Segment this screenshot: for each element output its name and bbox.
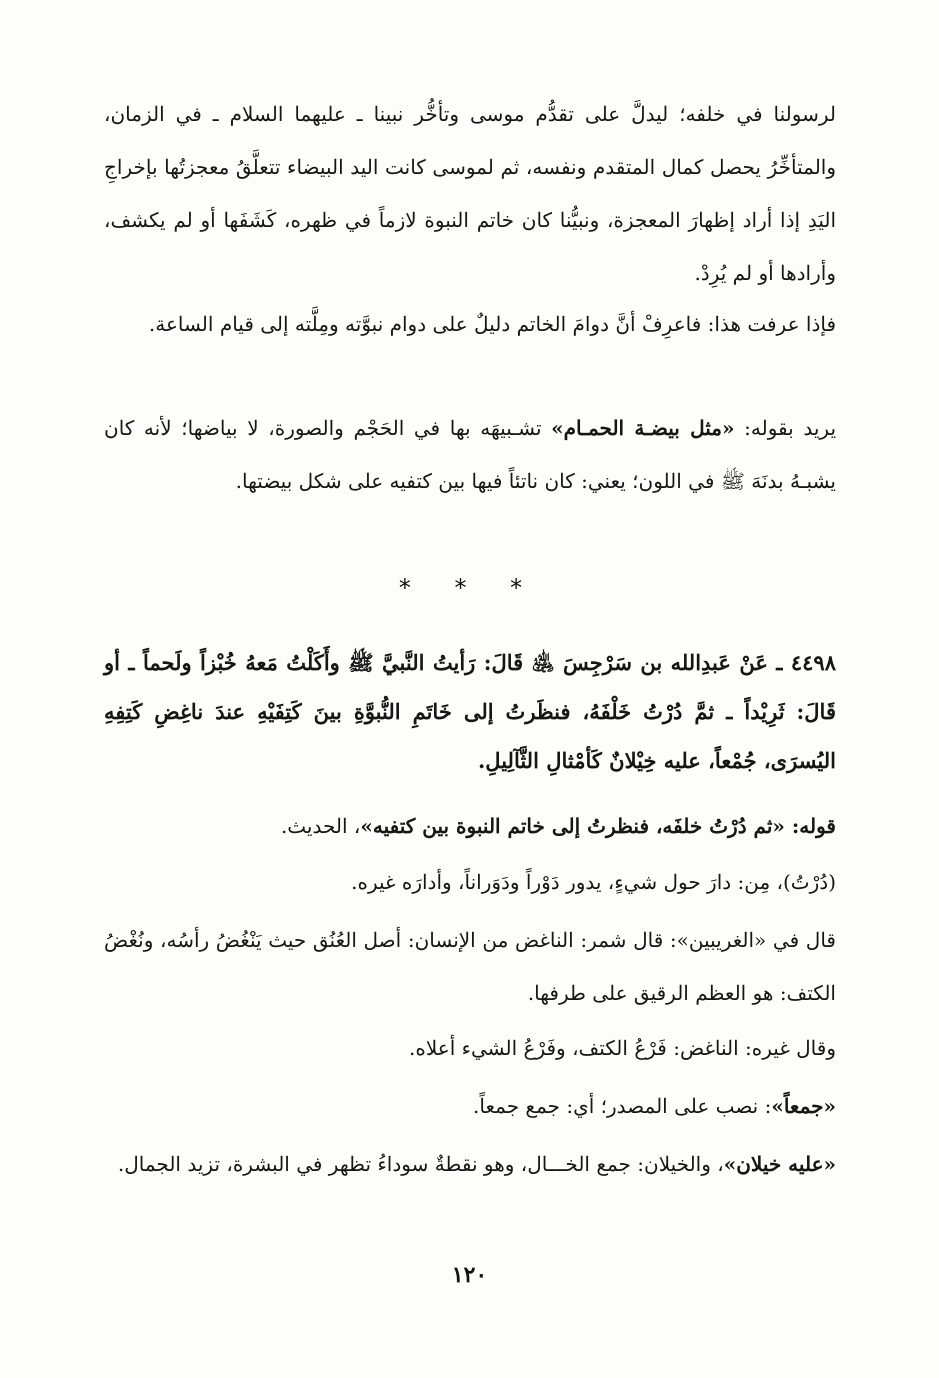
paragraph-jam [104, 1080, 836, 1133]
paragraph-rest: ، الحديث. [280, 814, 361, 838]
section-separator: * * * [398, 574, 541, 602]
quoted-phrase: «مثل بيضـة الحمـام» [551, 416, 735, 440]
paragraph-rest: : نصب على المصدر؛ أي: جمع جمعاً. [473, 1094, 772, 1118]
hadith-text: ٤٤٩٨ ـ عَنْ عَبدِالله بن سَرْجِسَ ﵁ قَالَ: رَأيتُ النَّبيَّ ﷺ وأَكَلْتُ مَعهُ خُبْزاً ولَحماً ـ أو قَالَ: ثَرِيْداً ـ ثمَّ دُرْتُ خَلْفَهُ، فنظَرتُ إلى خَاتَمِ النُّبوَّةِ بينَ كَتِفَيْهِ عندَ ناغِضِ كَتِفِهِ اليُسرَى، جُمْعاً، عليه خِيْلانٌ كَأمْثالِ الثَّآلِيلِ. [104, 650, 836, 773]
paragraph-egg-explanation [104, 402, 836, 508]
paragraph-prefix: يريد بقوله: [734, 416, 837, 440]
paragraph-khatam-duration: فإذا عرفت هذا: فاعرِفْ أنَّ دوامَ الخاتم دليلٌ على دوام نبوَّته ومِلَّته إلى قيام الساعة. [148, 312, 836, 336]
paragraph-naghid: وقال غيره: الناغض: فَرْعُ الكتف، وفَرْعُ الشيء أعلاه. [408, 1036, 836, 1060]
paragraph-commentary-quote [104, 800, 836, 853]
page-number: ١٢٠ [451, 1262, 488, 1288]
paragraph-durtu: (دُرْتُ)، مِن: دارَ حول شيءٍ، يدور دَوْراً ودَوَراناً، وأدارَه غيره. [351, 870, 836, 894]
paragraph-gharibayn: قال في «الغريبين»: قال شمر: الناغض من الإنسان: أصل العُنُق حيث يَنْغُضُ رأسُه، ونُغْضُ الكتف: هو العظم الرقيق على طرفها. [104, 928, 836, 1005]
paragraph-continuation: لرسولنا في خلفه؛ ليدلَّ على تقدُّم موسى وتأخُّر نبينا ـ عليهما السلام ـ في الزمان، والمتأخِّرُ يحصل كمال المتقدم ونفسه، ثم لموسى كانت اليد البيضاء تتعلَّقُ معجزتُها بإخراجِ اليَدِ إذا أراد إظهارَ المعجزة، ونبيُّنا كان خاتم النبوة لازماً في ظهره، كَشَفَها أو لم يكشف، وأرادها أو لم يُرِدْ. [104, 102, 836, 285]
quoted-phrase: «جمعاً» [771, 1094, 836, 1118]
paragraph-rest: تشـبيهَه بها في الحَجْم والصورة، لا بياضها؛ لأنه كان يشبـهُ بدنَهَ ﷺ في اللون؛ يعني: كان ناتئاً فيها بين كتفيه على شكل بيضتها. [104, 416, 836, 493]
paragraph-rest: ، والخيلان: جمع الخـــال، وهو نقطةٌ سوداءُ تظهر في البشرة، تزيد الجمال. [117, 1152, 724, 1176]
quoted-phrase: «عليه خيلان» [723, 1152, 836, 1176]
quoted-phrase: قوله: «ثم دُرْتُ خلفَه، فنظرتُ إلى خاتم النبوة بين كتفيه» [360, 814, 836, 838]
paragraph-khilan [104, 1138, 836, 1191]
